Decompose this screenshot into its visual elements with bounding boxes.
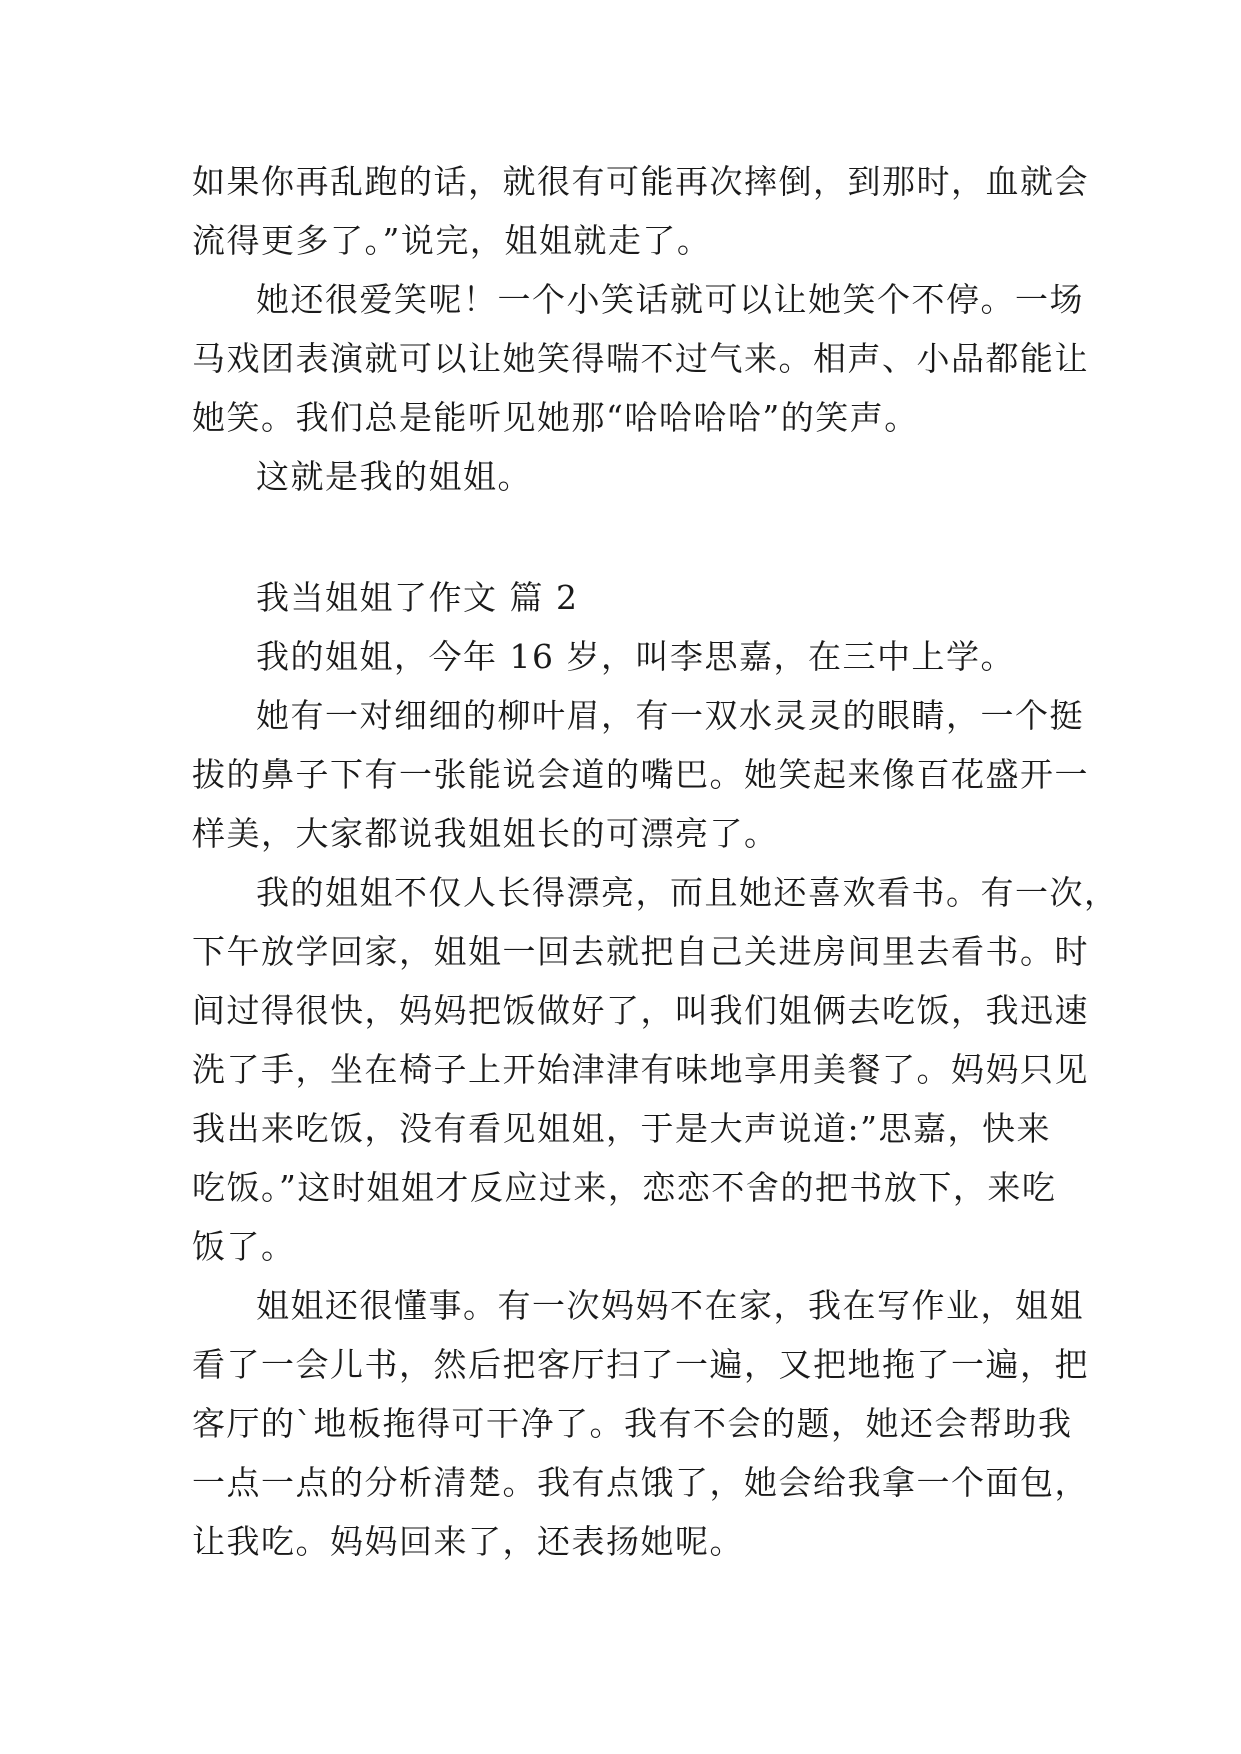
paragraph-start: 我的姐姐，今年 16 岁，叫李思嘉，在三中上学。 [256,637,1015,676]
text-line: 我出来吃饭，没有看见姐姐，于是大声说道:”思嘉，快来 [192,1109,1051,1148]
text-line: 饭了。 [192,1227,296,1266]
text-line: 看了一会儿书，然后把客厅扫了一遍，又把地拖了一遍，把 [192,1345,1089,1384]
paragraph-start: 她有一对细细的柳叶眉，有一双水灵灵的眼睛，一个挺 [256,696,1084,735]
text-line: 如果你再乱跑的话，就很有可能再次摔倒，到那时，血就会 [192,162,1089,201]
paragraph-start: 这就是我的姐姐。 [256,457,532,496]
text-line: 她笑。我们总是能听见她那“哈哈哈哈”的笑声。 [192,398,919,437]
section-gap [192,506,1060,568]
text-line: 流得更多了。”说完，姐姐就走了。 [192,221,712,260]
text-line: 让我吃。妈妈回来了，还表扬她呢。 [192,1522,744,1561]
text-line: 洗了手，坐在椅子上开始津津有味地享用美餐了。妈妈只见 [192,1050,1089,1089]
text-line: 一点一点的分析清楚。我有点饿了，她会给我拿一个面包， [192,1463,1089,1502]
text-line: 拔的鼻子下有一张能说会道的嘴巴。她笑起来像百花盛开一 [192,755,1089,794]
paragraph-start: 姐姐还很懂事。有一次妈妈不在家，我在写作业，姐姐 [256,1286,1084,1325]
text-line: 样美，大家都说我姐姐长的可漂亮了。 [192,814,779,853]
text-line: 马戏团表演就可以让她笑得喘不过气来。相声、小品都能让 [192,339,1089,378]
text-line: 客厅的`地板拖得可干净了。我有不会的题，她还会帮助我 [192,1404,1073,1443]
text-line: 下午放学回家，姐姐一回去就把自己关进房间里去看书。时 [192,932,1089,971]
paragraph-start: 她还很爱笑呢！一个小笑话就可以让她笑个不停。一场 [256,280,1084,319]
paragraph-start: 我的姐姐不仅人长得漂亮，而且她还喜欢看书。有一次， [256,873,1119,912]
text-line: 间过得很快，妈妈把饭做好了，叫我们姐俩去吃饭，我迅速 [192,991,1089,1030]
section-heading: 我当姐姐了作文 篇 2 [256,578,579,617]
text-line: 吃饭。”这时姐姐才反应过来，恋恋不舍的把书放下，来吃 [192,1168,1057,1207]
document-body [192,152,1119,1571]
